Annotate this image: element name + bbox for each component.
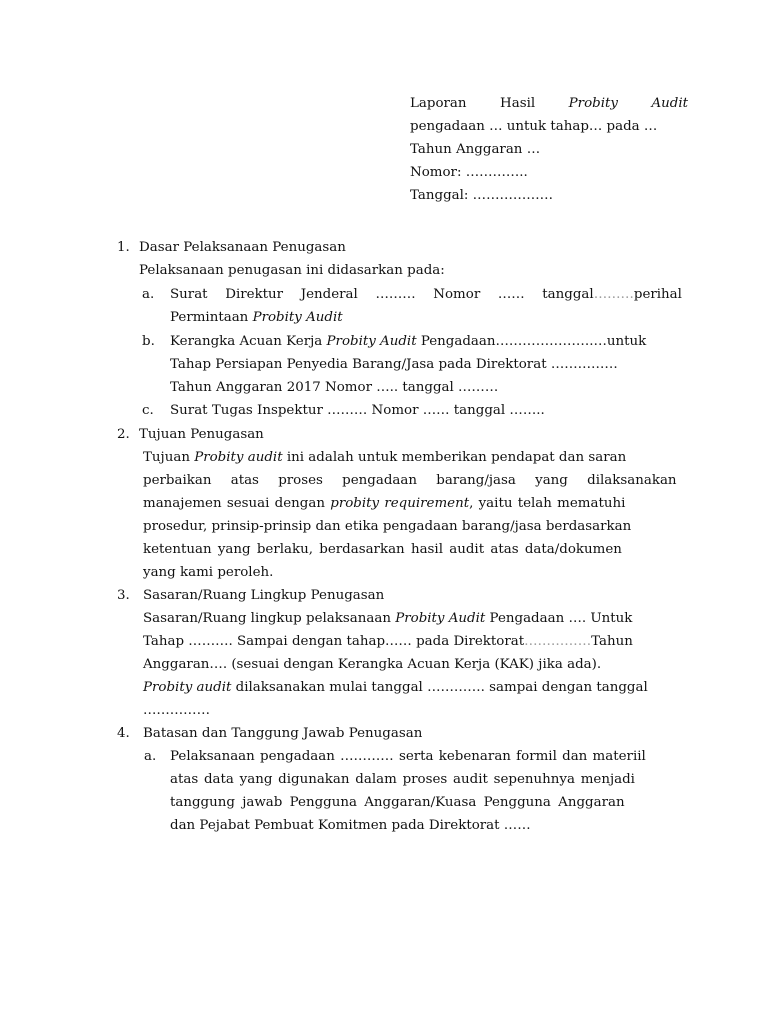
section-number: 2. [117, 427, 130, 442]
header-line-2: pengadaan … untuk tahap… pada … [410, 119, 658, 134]
text-word: ……… [593, 287, 634, 302]
text-run: Probity Audit [326, 334, 417, 349]
section-title: Sasaran/Ruang Lingkup Penugasan [143, 588, 385, 603]
text-run: Pengadaan …. Untuk [485, 611, 633, 626]
text-run: manajemen sesuai dengan [143, 496, 331, 511]
text-run: probity requirement [330, 496, 470, 511]
header-line-1 [410, 92, 688, 115]
paragraph-line: Pelaksanaan pengadaan ………… serta kebenaran formil dan materiil [170, 749, 646, 764]
paragraph-line [143, 607, 632, 630]
section-intro: Pelaksanaan penugasan ini didasarkan pada: [139, 263, 445, 278]
item-marker: c. [142, 403, 154, 418]
item-marker: b. [142, 334, 155, 349]
header-line-3: Tahun Anggaran … [410, 142, 541, 157]
text-run: Tujuan [143, 450, 195, 465]
text-run: Probity audit [194, 450, 283, 465]
section-title: Batasan dan Tanggung Jawab Penugasan [143, 726, 423, 741]
item-marker: a. [144, 749, 157, 764]
paragraph-line [143, 469, 687, 492]
paragraph-line: yang kami peroleh. [143, 565, 274, 580]
text-run: , yaitu telah mematuhi [469, 496, 626, 511]
text-word: Jenderal [300, 287, 358, 302]
text-run: …………… [524, 634, 592, 649]
text-word: Surat [170, 287, 208, 302]
paragraph-line: Anggaran…. (sesuai dengan Kerangka Acuan Kerja (KAK) jika ada). [143, 657, 602, 672]
text-word: perihal [633, 287, 682, 302]
item-a-line-1 [170, 283, 682, 306]
item-b-line-2: Tahap Persiapan Penyedia Barang/Jasa pada Direktorat …………… [170, 357, 618, 372]
item-b-line-1 [170, 330, 646, 353]
text-word: tanggal [542, 287, 594, 302]
paragraph-line [143, 492, 625, 515]
section-title: Dasar Pelaksanaan Penugasan [139, 240, 346, 255]
text-run: Probity Audit [252, 310, 343, 325]
header-line-5: Tanggal: ……………… [410, 188, 554, 203]
header-line-4: Nomor: ………….. [410, 165, 528, 180]
section-number: 3. [117, 588, 130, 603]
section-number: 1. [117, 240, 130, 255]
text-run: Tahun [591, 634, 633, 649]
item-c-line-1: Surat Tugas Inspektur ……… Nomor …… tanggal …….. [170, 403, 545, 418]
paragraph-line [143, 630, 633, 653]
paragraph-line: atas data yang digunakan dalam proses audit sepenuhnya menjadi [170, 772, 635, 787]
paragraph-line: tanggung jawab Pengguna Anggaran/Kuasa Pengguna Anggaran [170, 795, 625, 810]
text-run: Permintaan [170, 310, 253, 325]
header-word: Hasil [500, 96, 536, 111]
paragraph-line: …………… [143, 703, 210, 718]
text-word: Nomor [433, 287, 481, 302]
text-run: Probity Audit [395, 611, 486, 626]
text-run: dilaksanakan mulai tanggal …………. sampai dengan tanggal [231, 680, 648, 695]
paragraph-line: prosedur, prinsip-prinsip dan etika pengadaan barang/jasa berdasarkan [143, 519, 632, 534]
paragraph-line: ketentuan yang berlaku, berdasarkan hasil audit atas data/dokumen [143, 542, 622, 557]
text-run: Probity audit [143, 680, 232, 695]
section-title: Tujuan Penugasan [139, 427, 264, 442]
paragraph-line [143, 446, 626, 469]
text-run: Sasaran/Ruang lingkup pelaksanaan [143, 611, 396, 626]
text-word: ……… [375, 287, 416, 302]
text-run: Kerangka Acuan Kerja [170, 334, 327, 349]
text-run: ini adalah untuk memberikan pendapat dan saran [282, 450, 627, 465]
header-word: Probity [568, 96, 618, 111]
paragraph-line [143, 676, 648, 699]
text-run: Pengadaan………………….…untuk [416, 334, 647, 349]
text-run: Tahap ………. Sampai dengan tahap…… pada Direktorat [143, 634, 525, 649]
text-run: perbaikan atas proses pengadaan barang/jasa yang dilaksanakan [143, 473, 677, 488]
section-number: 4. [117, 726, 130, 741]
text-word: Direktur [225, 287, 284, 302]
item-b-line-3: Tahun Anggaran 2017 Nomor ….. tanggal ……… [170, 380, 499, 395]
item-a-line-2 [170, 306, 343, 329]
item-marker: a. [142, 287, 155, 302]
text-word: …… [497, 287, 525, 302]
paragraph-line: dan Pejabat Pembuat Komitmen pada Direktorat …… [170, 818, 531, 833]
header-word: Laporan [410, 96, 467, 111]
header-word: Audit [651, 96, 688, 111]
